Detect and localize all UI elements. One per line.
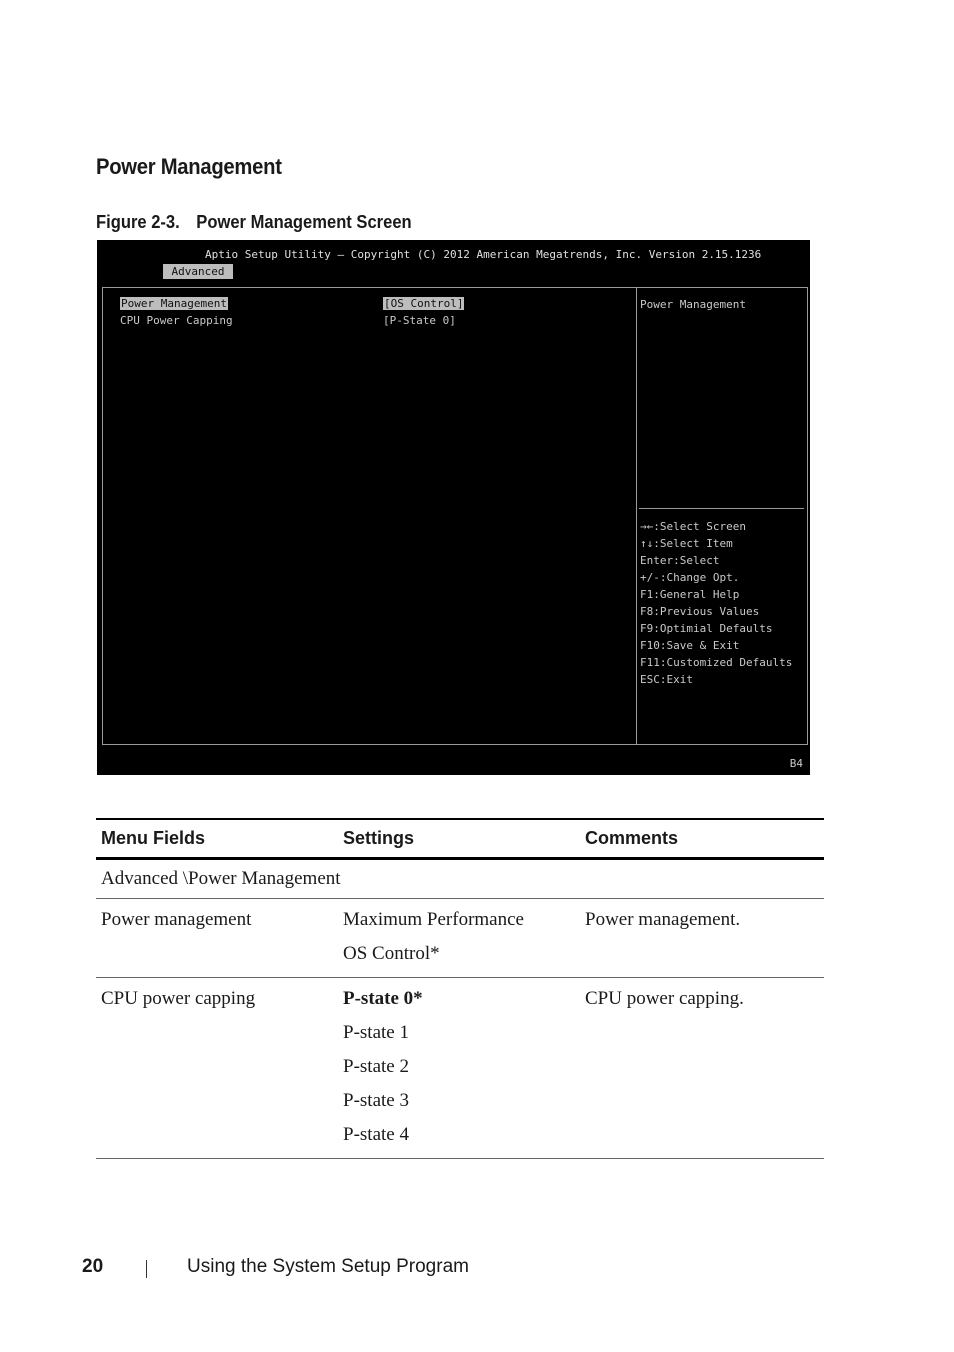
settings-table bbox=[96, 818, 824, 1159]
table-row bbox=[96, 978, 824, 1159]
help-description: Power Management bbox=[640, 298, 746, 311]
help-key-item: F10:Save & Exit bbox=[640, 639, 740, 652]
page-footer bbox=[82, 1256, 469, 1278]
bios-status-code: B4 bbox=[789, 757, 803, 770]
menu-value-power-management[interactable]: [OS Control] bbox=[384, 297, 464, 310]
help-key-item: F8:Previous Values bbox=[640, 605, 760, 618]
menu-item-power-management[interactable] bbox=[120, 297, 228, 310]
help-key-item: F9:Optimial Defaults bbox=[640, 622, 773, 635]
group-label: Advanced \Power Management bbox=[96, 859, 824, 899]
setting-options bbox=[338, 899, 580, 978]
table-header-row bbox=[96, 819, 824, 859]
help-key-item: ESC:Exit bbox=[640, 673, 693, 686]
setting-option: P-state 4 bbox=[343, 1124, 409, 1145]
field-comment: CPU power capping. bbox=[580, 978, 824, 1159]
bios-title-bar: Aptio Setup Utility – Copyright (C) 2012 American Megatrends, Inc. Version 2.15.1236 bbox=[205, 248, 762, 261]
help-key-item: ↑↓:Select Item bbox=[640, 537, 733, 550]
page-number: 20 bbox=[82, 1256, 104, 1277]
header-settings: Settings bbox=[338, 819, 580, 859]
header-comments: Comments bbox=[580, 819, 824, 859]
setting-option: Maximum Performance bbox=[343, 909, 524, 930]
menu-item-label: Power Management bbox=[121, 297, 227, 310]
footer-divider bbox=[146, 1260, 147, 1278]
bios-screenshot bbox=[97, 240, 810, 775]
setting-option: OS Control* bbox=[343, 943, 440, 964]
help-key-item: →←:Select Screen bbox=[640, 520, 746, 533]
chapter-title: Using the System Setup Program bbox=[187, 1256, 469, 1277]
setting-option: P-state 2 bbox=[343, 1056, 409, 1077]
setting-option: P-state 1 bbox=[343, 1022, 409, 1043]
setting-options bbox=[338, 978, 580, 1159]
setting-option-default: P-state 0* bbox=[343, 988, 423, 1009]
header-menu-fields: Menu Fields bbox=[96, 819, 338, 859]
help-key-item: F11:Customized Defaults bbox=[640, 656, 793, 669]
help-divider bbox=[639, 508, 804, 509]
tab-advanced[interactable]: Advanced bbox=[163, 264, 233, 279]
help-key-item: Enter:Select bbox=[640, 554, 720, 567]
section-title: Power Management bbox=[96, 154, 282, 179]
field-name: Power management bbox=[96, 899, 338, 978]
figure-caption bbox=[96, 212, 412, 233]
field-comment: Power management. bbox=[580, 899, 824, 978]
table-row bbox=[96, 899, 824, 978]
help-key-item: +/-:Change Opt. bbox=[640, 571, 740, 584]
bios-help-panel bbox=[636, 287, 808, 745]
menu-item-cpu-power-capping[interactable]: CPU Power Capping bbox=[120, 314, 233, 327]
help-key-item: F1:General Help bbox=[640, 588, 740, 601]
figure-title: Power Management Screen bbox=[196, 212, 412, 232]
setting-option: P-state 3 bbox=[343, 1090, 409, 1111]
bios-menu-panel bbox=[102, 287, 637, 745]
help-key-list bbox=[640, 518, 792, 688]
menu-value-cpu-power-capping[interactable]: [P-State 0] bbox=[383, 314, 456, 327]
figure-number: Figure 2-3. bbox=[96, 212, 180, 232]
table-group-row bbox=[96, 859, 824, 899]
field-name: CPU power capping bbox=[96, 978, 338, 1159]
